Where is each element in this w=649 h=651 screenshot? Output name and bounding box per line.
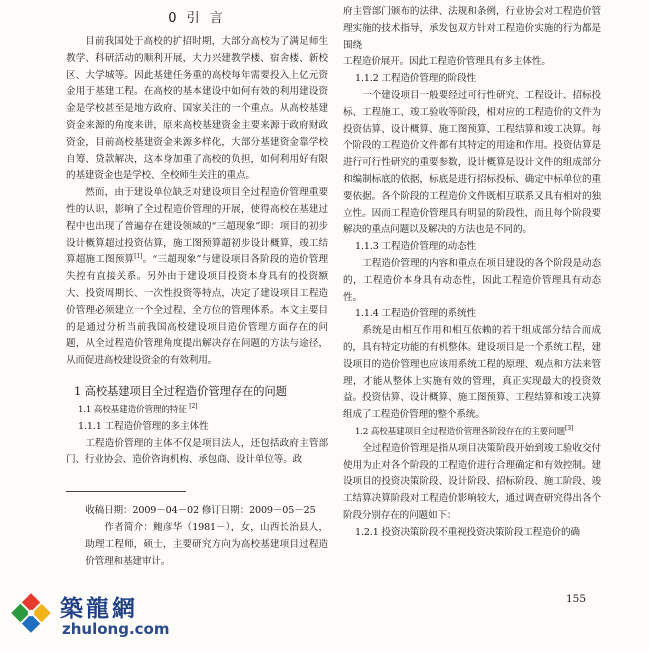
heading-1-2: [355, 424, 601, 441]
paragraph-1-1-3: 工程造价管理的内容和重点在项目建设的各个阶段是动态的，工程造价本身具有动态性，因此工程造价管理具有动态性。: [343, 257, 601, 303]
footnote-received-date: 收稿日期：2009－04－02 修订日期：2009－05－25: [85, 505, 316, 517]
section-title-introduction: 0 引 言: [168, 11, 226, 26]
zhulong-logo-wordmark: 築龍網: [60, 596, 138, 622]
citation-3: [3]: [565, 425, 574, 433]
heading-1-2-1: 1.2.1 投资决策阶段不重视投资决策阶段工程造价的确: [355, 526, 580, 538]
heading-1-1-4: 1.1.4 工程造价管理的系统性: [355, 308, 476, 320]
intro-paragraph-2-text: 然而，由于建设单位缺乏对建设项目全过程造价管理重要性的认识，影响了全过程造价管理的开展，使得高校在基建过程中也出现了普遍存在建设领域的“三超现象”即：项目的初步设计概算超过投资估算，施工图预算超初步设计概算，竣工结算超施工图预算: [66, 187, 328, 266]
intro-paragraph-2-tail: 。“三超现象”与建设项目各阶段的造价管理失控有直接关系。另外由于建设项目投资本身具有的投资额大、投资周期长、一次性投资等特点，决定了建设项目工程造价管理必须建立一个全过程、全方位的管理体系。本文主要目的是通过分析当前我国高校建设项目造价管理方面存在的问题，从全过程造价管理角度提出解决存在问题的方法与途径，从而促进高校建设资金的有效利用。: [66, 254, 328, 367]
intro-paragraph-1: 目前我国处于高校的扩招时期，大部分高校为了满足师生教学、科研活动的顺利开展，大力兴建教学楼、宿舍楼、新校区、大学城等。因此基建任务重的高校每年需要投入上亿元资金用于基建工程。在高校的基本建设中如何有效的利用建设资金是学校甚至是地方政府、国家关注的一个重点。从高校基建资金来源的角度来讲，原来高校基建资金主要来源于政府财政资金，目前高校基建资金来源多样化，大部分基建资金靠学校自筹、贷款解决，这本身加重了高校的负担，如何利用好有限的基建资金也是学校、全校师生关注的重点。: [66, 36, 328, 182]
paragraph-1-1-2: 一个建设项目一般要经过可行性研究、工程设计、招标投标、工程施工、竣工验收等阶段，相对应的工程造价的文件为投资估算、设计概算、施工图预算、工程结算和竣工决算。每个阶段的工程造价文件都有其特定的用途和作用。投资估算是进行可行性研究的重要参数，设计概算是设计文件的组成部分和编制标底的依据，标底是进行招标投标、确定中标单位的重要依据。各个阶段的工程造价文件既相互联系又具有相对的独立性。因而工程造价管理具有明显的阶段性，而且每个阶段要解决的重点问题以及解决的方法也是不同的。: [343, 89, 601, 236]
citation-1: [1]: [134, 253, 143, 261]
heading-1-1-2: 1.1.2 工程造价管理的阶段性: [355, 73, 476, 85]
paragraph-1-1-1: 工程造价管理的主体不仅是项目法人，还包括政府主管部门、行业协会、造价咨询机构、承包商、设计单位等。政: [66, 437, 328, 466]
left-column: [66, 4, 328, 570]
citation-2: [2]: [189, 403, 198, 411]
paragraph-continued-2: 工程造价展开。因此工程造价管理具有多主体性。: [343, 56, 551, 68]
heading-1-1: [78, 402, 328, 419]
heading-section-1: 1 高校基建项目全过程造价管理存在的问题: [74, 383, 287, 398]
paragraph-1-1-4: 系统是由相互作用和相互依赖的若干组成部分结合而成的，具有特定功能的有机整体。建设项目是一个系统工程，建设项目的造价管理也应该用系统工程的原理、观点和方法来管理，才能从整体上实施有效的管理，真正实现最大的投资效益。投资估算、设计概算、施工图预算、工程结算和竣工决算组成了工程造价管理的整个系统。: [343, 325, 601, 421]
paragraph-1-2: 全过程造价管理是指从项目决策阶段开始到竣工验收交付使用为止对各个阶段的工程造价进行合理确定和有效控制。建设项目的投资决策阶段、设计阶段、招标阶段、施工阶段、竣工结算决算阶段对工程造价影响较大，通过调查研究得出各个阶段分别存在的问题如下：: [343, 442, 601, 521]
zhulong-logo-icon: [8, 590, 54, 636]
heading-1-1-3: 1.1.3 工程造价管理的动态性: [355, 241, 476, 253]
footnote-divider: [66, 491, 186, 492]
zhulong-logo-domain: zhulong.com: [62, 620, 170, 638]
heading-1-2-text: 1.2 高校基建项目全过程造价管理各阶段存在的主要问题: [355, 426, 566, 437]
heading-1-1-1: 1.1.1 工程造价管理的多主体性: [78, 420, 209, 432]
footnote-author-info: 作者简介：鲍彦华（1981－），女，山西长治县人，助理工程师，硕士，主要研究方向为高校基建项目过程造价管理和基建审计。: [85, 522, 328, 568]
zhulong-logo: [4, 586, 184, 646]
intro-paragraph-2: [66, 185, 328, 370]
paragraph-continued: 府主管部门颁布的法律、法规和条例，行业协会对工程造价管理实施的技术指导，承发包双方针对工程造价实施的行为都是围绕: [343, 6, 601, 51]
right-column: [343, 4, 601, 542]
heading-1-1-text: 1.1 高校基建造价管理的特征: [78, 404, 187, 415]
page-number: 155: [566, 593, 587, 605]
